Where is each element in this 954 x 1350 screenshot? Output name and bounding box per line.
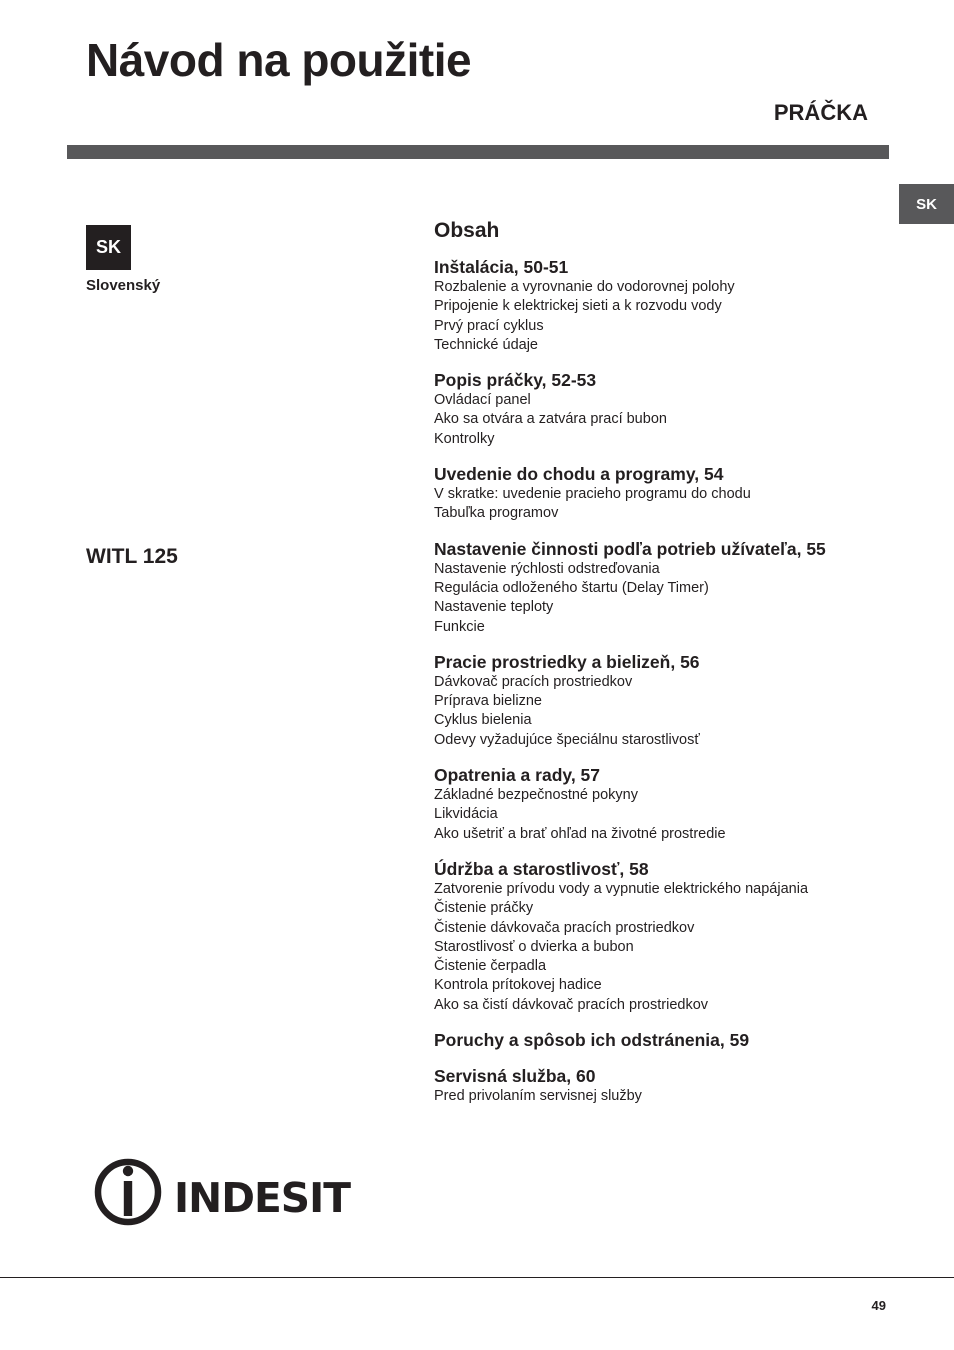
toc-item: Príprava bielizne [434,693,542,710]
indesit-logo [94,1158,352,1226]
table-of-contents [434,218,894,1120]
toc-item: Čistenie čerpadla [434,958,547,975]
toc-item: Kontrola prítokovej hadice [434,977,602,994]
toc-heading: Obsah [434,219,500,242]
toc-item: Likvidácia [434,806,498,823]
toc-item: Čistenie dávkovača pracích prostriedkov [434,919,695,936]
toc-section [434,1065,894,1106]
header-divider-bar [67,145,889,159]
page-number: 49 [871,1298,886,1313]
toc-section-title: Servisná služba, 60 [434,1066,596,1087]
toc-item: Rozbalenie a vyrovnanie do vodorovnej polohy [434,279,735,295]
toc-section-title: Opatrenia a rady, 57 [434,765,601,786]
toc-item: Nastavenie rýchlosti odstreďovania [434,560,660,577]
toc-section [434,764,894,844]
toc-section [434,463,894,524]
toc-section-title: Popis práčky, 52-53 [434,370,597,391]
toc-item: Ovládací panel [434,392,531,409]
toc-item: Technické údaje [434,336,538,353]
toc-item: Nastavenie teploty [434,599,554,616]
toc-section-title: Inštalácia, 50-51 [434,257,569,277]
toc-section [434,858,894,1015]
toc-section [434,538,894,637]
toc-item: V skratke: uvedenie pracieho programu do chodu [434,486,751,503]
toc-section [434,651,894,750]
toc-item: Odevy vyžadujúce špeciálnu starostlivosť [434,731,700,748]
toc-item: Kontrolky [434,430,495,447]
toc-item: Cyklus bielenia [434,712,532,729]
toc-item: Starostlivosť o dvierka a bubon [434,938,634,955]
toc-item: Pred privolaním servisnej služby [434,1088,642,1105]
language-side-tab: SK [899,184,954,224]
toc-section-title: Poruchy a spôsob ich odstránenia, 59 [434,1030,750,1051]
language-badge: SK [86,225,131,270]
toc-item: Regulácia odloženého štartu (Delay Timer) [434,579,709,596]
toc-section-title: Nastavenie činnosti podľa potrieb užívateľa, 55 [434,538,826,559]
model-number: WITL 125 [86,545,178,568]
toc-item: Ako sa otvára a zatvára prací bubon [434,411,667,428]
toc-item: Prvý prací cyklus [434,317,544,334]
toc-item: Ako ušetriť a brať ohľad na životné prostredie [434,825,726,842]
page-title: Návod na použitie [86,34,472,86]
toc-section-title: Pracie prostriedky a bielizeň, 56 [434,651,700,672]
toc-section [434,256,894,355]
toc-item: Tabuľka programov [434,505,559,522]
language-name: Slovenský [86,277,161,294]
footer-rule [0,1277,954,1278]
toc-section-title: Uvedenie do chodu a programy, 54 [434,464,724,485]
toc-item: Ako sa čistí dávkovač pracích prostriedkov [434,996,709,1013]
product-type-label: PRÁČKA [773,100,868,125]
toc-sections [434,256,894,1106]
toc-item: Pripojenie k elektrickej sieti a k rozvodu vody [434,298,722,315]
toc-item: Dávkovač pracích prostriedkov [434,673,633,690]
toc-item: Funkcie [434,618,485,635]
toc-item: Čistenie práčky [434,900,534,917]
toc-item: Zatvorenie prívodu vody a vypnutie elektrického napájania [434,880,809,897]
toc-section [434,1029,894,1051]
logo-wordmark: INDESIT [174,1174,352,1222]
toc-section-title: Údržba a starostlivosť, 58 [434,858,649,879]
toc-item: Základné bezpečnostné pokyny [434,787,638,804]
toc-section [434,369,894,449]
